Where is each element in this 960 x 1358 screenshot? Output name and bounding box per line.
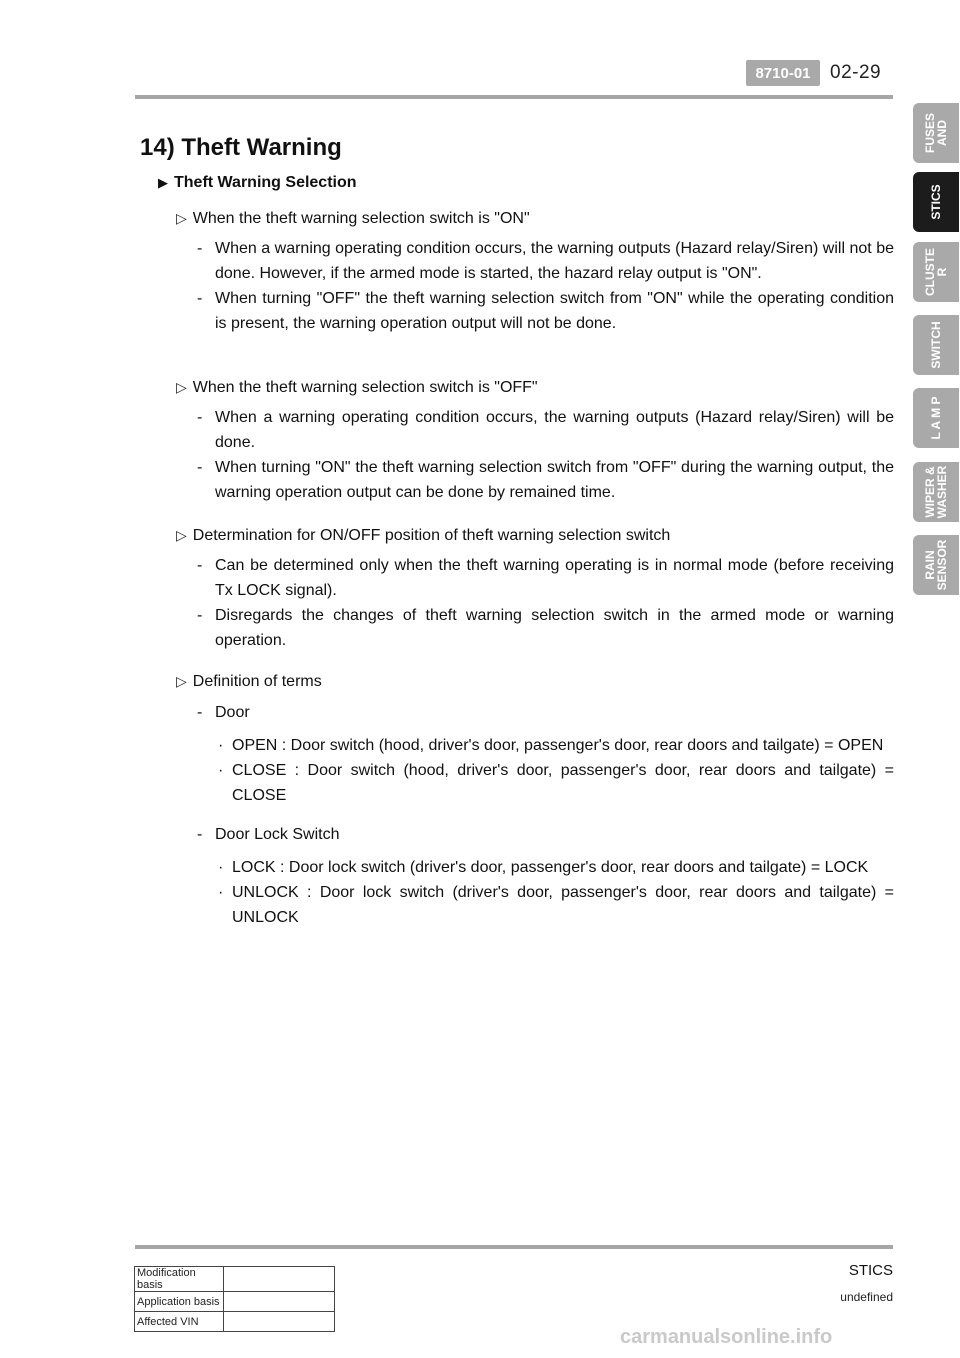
side-tab-stics[interactable] (913, 172, 959, 232)
definition-text: LOCK : Door lock switch (driver's door, passenger's door, rear doors and tailgate) = LOCK (232, 859, 869, 876)
watermark: carmanualsonline.info (620, 1326, 833, 1348)
table-label: Application basis (135, 1292, 224, 1312)
header-divider (135, 95, 893, 99)
block-heading-text: When the theft warning selection switch is "OFF" (192, 379, 538, 396)
side-tab-rain-sensor[interactable] (913, 535, 959, 595)
dash-mark: - (197, 409, 203, 426)
side-tab-switch[interactable] (913, 315, 959, 375)
table-value (224, 1267, 335, 1292)
dot-mark: · (218, 859, 224, 876)
solid-triangle-icon: ▶ (158, 175, 168, 190)
definition-text: OPEN : Door switch (hood, driver's door, passenger's door, rear doors and tailgate) = OPEN (232, 737, 884, 754)
dash-mark: - (197, 607, 203, 624)
dot-mark: · (218, 737, 224, 754)
block-heading (176, 523, 894, 548)
table-value (224, 1292, 335, 1312)
list-item-text: When turning "OFF" the theft warning selection switch from "ON" while the operating condition is present, the warning operation output will not be done. (215, 290, 894, 332)
footer-subtitle: undefined (840, 1290, 893, 1304)
side-tab-label: SWITCH (929, 321, 943, 369)
dash-mark: - (197, 557, 203, 574)
definition-text: CLOSE : Door switch (hood, driver's door, passenger's door, rear doors and tailgate) = CLOSE (232, 762, 894, 804)
list-item-text: When turning "ON" the theft warning selection switch from "OFF" during the warning output, the warning operation output can be done by remained time. (215, 459, 894, 501)
side-tab-wiper-washer[interactable] (913, 462, 959, 522)
term-door (197, 700, 894, 725)
definition-item (218, 733, 894, 758)
side-tab-label: L A M P (929, 396, 943, 440)
list-item-text: When a warning operating condition occurs, the warning outputs (Hazard relay/Siren) will be done. (215, 409, 894, 451)
list-item (197, 286, 894, 336)
block-switch-on (176, 206, 894, 336)
dash-mark: - (197, 704, 203, 721)
term-label: Door Lock Switch (215, 826, 340, 843)
open-triangle-icon: ▷ (176, 673, 187, 689)
term-label: Door (215, 704, 250, 721)
side-tab-label: RAIN SENSOR (923, 539, 949, 591)
subsection-heading (158, 174, 357, 192)
block-heading-text: When the theft warning selection switch is "ON" (192, 210, 530, 227)
page-title: 14) Theft Warning (140, 134, 342, 161)
block-heading (176, 375, 894, 400)
definition-text: UNLOCK : Door lock switch (driver's door, passenger's door, rear doors and tailgate) = UNLOCK (232, 884, 894, 926)
side-tab-label: STICS (929, 184, 943, 220)
definition-item (218, 758, 894, 808)
dot-mark: · (218, 762, 224, 779)
table-row (135, 1267, 335, 1292)
block-heading (176, 206, 894, 231)
dash-mark: - (197, 290, 203, 307)
table-row (135, 1292, 335, 1312)
table-label: Affected VIN (135, 1312, 224, 1332)
subsection-label: Theft Warning Selection (174, 174, 357, 191)
open-triangle-icon: ▷ (176, 210, 187, 226)
open-triangle-icon: ▷ (176, 379, 187, 395)
block-switch-off (176, 375, 894, 505)
block-heading (176, 669, 894, 694)
block-heading-text: Definition of terms (192, 673, 322, 690)
list-item (197, 553, 894, 603)
list-item (197, 455, 894, 505)
list-item (197, 405, 894, 455)
definition-item (218, 880, 894, 930)
term-door-lock-switch (197, 822, 894, 847)
list-item-text: Disregards the changes of theft warning selection switch in the armed mode or warning operation. (215, 607, 894, 649)
list-item-text: When a warning operating condition occurs, the warning outputs (Hazard relay/Siren) will not be done. However, if the armed mode is started, the hazard relay output is "ON". (215, 240, 894, 282)
table-value (224, 1312, 335, 1332)
dash-mark: - (197, 826, 203, 843)
page-number: 02-29 (830, 62, 882, 83)
table-label: Modification basis (135, 1267, 224, 1292)
modification-table (134, 1266, 335, 1332)
side-tab-lamp[interactable] (913, 388, 959, 448)
definition-item (218, 855, 894, 880)
list-item (197, 603, 894, 653)
footer-section-name: STICS (848, 1262, 893, 1279)
list-item-text: Can be determined only when the theft warning operating is in normal mode (before receiving Tx LOCK signal). (215, 557, 894, 599)
side-tab-fuses[interactable] (913, 103, 959, 163)
open-triangle-icon: ▷ (176, 527, 187, 543)
block-heading-text: Determination for ON/OFF position of theft warning selection switch (192, 527, 671, 544)
table-row (135, 1312, 335, 1332)
footer-divider (135, 1245, 893, 1249)
side-tab-cluster[interactable] (913, 242, 959, 302)
section-code-badge: 8710-01 (746, 60, 820, 86)
side-tab-label: FUSES AND (923, 112, 949, 154)
dash-mark: - (197, 459, 203, 476)
side-tab-label: WIPER & WASHER (923, 465, 949, 519)
block-definitions (176, 669, 894, 930)
side-tab-label: CLUSTE R (923, 248, 949, 296)
list-item (197, 236, 894, 286)
block-determination (176, 523, 894, 653)
dash-mark: - (197, 240, 203, 257)
dot-mark: · (218, 884, 224, 901)
